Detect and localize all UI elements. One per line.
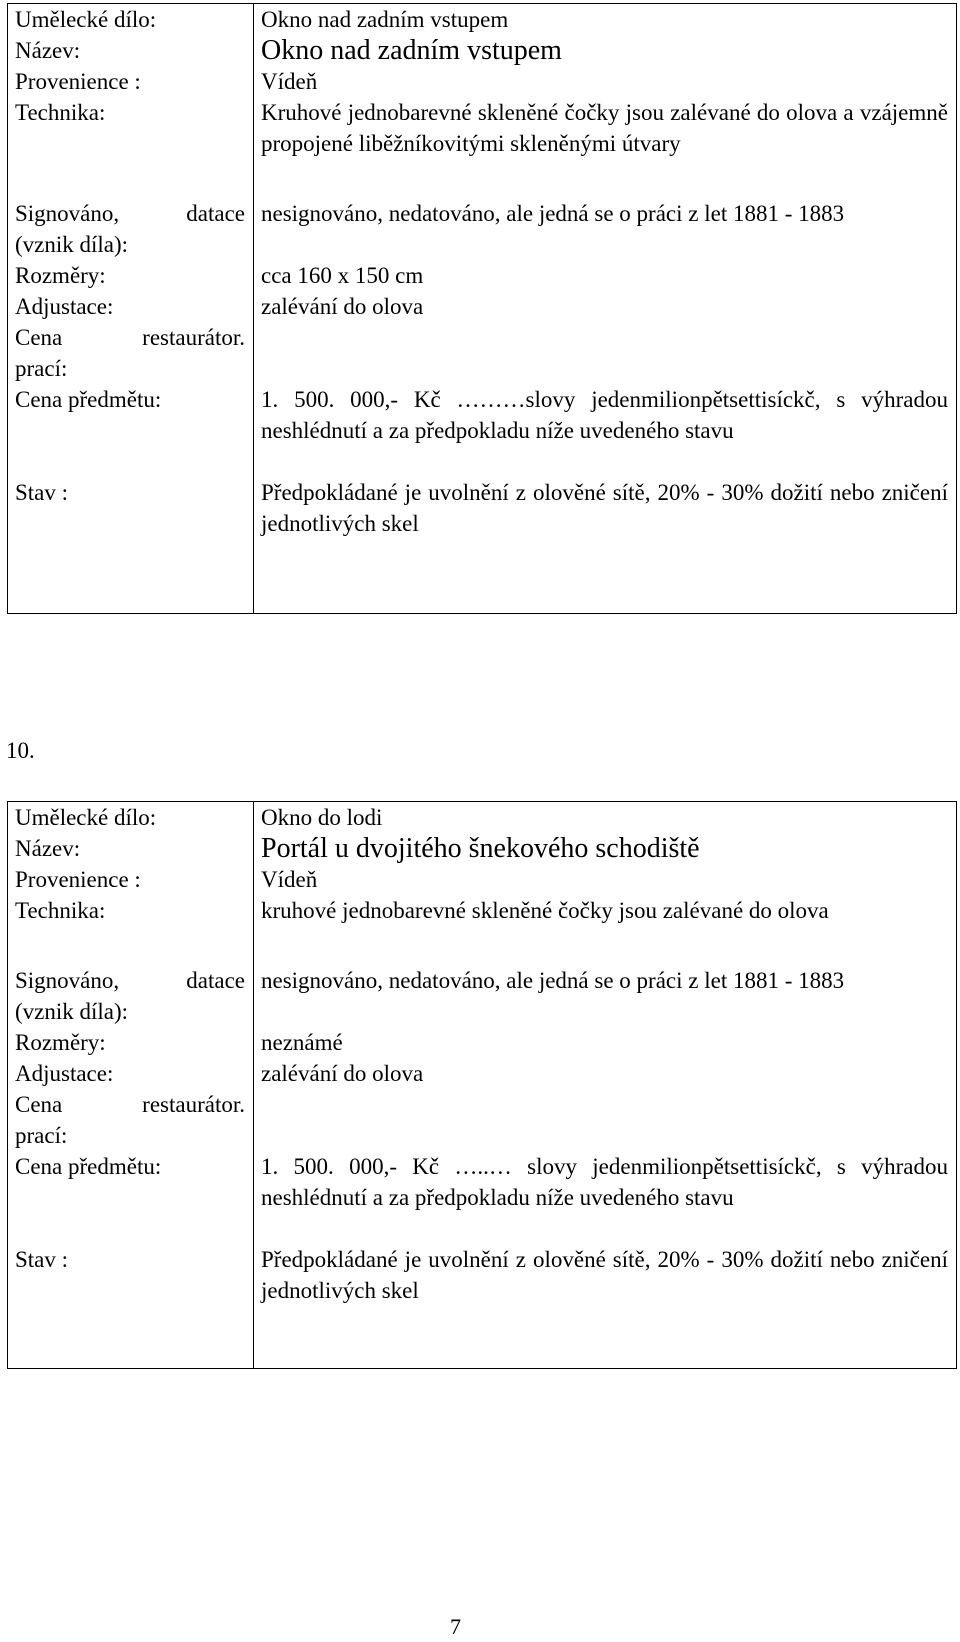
value-condition: Předpokládané je uvolnění z olověné sítě, 20% - 30% dožití nebo zničení jednotlivých skel bbox=[261, 1247, 948, 1303]
value-artwork: Okno nad zadním vstupem bbox=[261, 7, 509, 32]
label-technique: Technika: bbox=[15, 100, 106, 125]
label-technique: Technika: bbox=[15, 898, 106, 923]
value-artwork: Okno do lodi bbox=[261, 805, 383, 830]
value-technique: kruhové jednobarevné skleněné čočky jsou zalévané do olova bbox=[261, 898, 829, 923]
label-title: Název: bbox=[15, 836, 81, 861]
label-signed-2: (vznik díla): bbox=[15, 999, 129, 1024]
page-number: 7 bbox=[450, 1614, 461, 1639]
labels-column bbox=[8, 802, 254, 1369]
value-restoration bbox=[261, 322, 948, 384]
label-restoration-2: prací: bbox=[15, 1123, 68, 1148]
label-dimensions: Rozměry: bbox=[15, 1030, 106, 1055]
label-signed-2: (vznik díla): bbox=[15, 232, 129, 257]
value-mounting: zalévání do olova bbox=[261, 294, 424, 319]
artwork-card-2 bbox=[7, 801, 957, 1369]
value-technique: Kruhové jednobarevné skleněné čočky jsou zalévané do olova a vzájemně propojené liběžníkovitými skleněnými útvary bbox=[261, 100, 948, 156]
label-restoration: Cena restaurátor. bbox=[15, 325, 245, 350]
section-number: 10. bbox=[6, 738, 35, 763]
label-price: Cena předmětu: bbox=[15, 1154, 162, 1179]
value-condition: Předpokládané je uvolnění z olověné sítě, 20% - 30% dožití nebo zničení jednotlivých skel bbox=[261, 480, 948, 536]
label-mounting: Adjustace: bbox=[15, 1061, 114, 1086]
values-column bbox=[254, 802, 957, 1369]
label-price: Cena předmětu: bbox=[15, 387, 162, 412]
values-column bbox=[254, 4, 957, 614]
value-signed: nesignováno, nedatováno, ale jedná se o práci z let 1881 - 1883 bbox=[261, 968, 845, 993]
value-title: Portál u dvojitého šnekového schodiště bbox=[261, 833, 700, 864]
value-mounting: zalévání do olova bbox=[261, 1061, 424, 1086]
label-provenance: Provenience : bbox=[15, 69, 141, 94]
label-restoration-2: prací: bbox=[15, 356, 68, 381]
labels-column bbox=[8, 4, 254, 614]
label-restoration: Cena restaurátor. bbox=[15, 1092, 245, 1117]
value-restoration bbox=[261, 1089, 948, 1151]
label-mounting: Adjustace: bbox=[15, 294, 114, 319]
value-signed: nesignováno, nedatováno, ale jedná se o práci z let 1881 - 1883 bbox=[261, 201, 845, 226]
value-provenance: Vídeň bbox=[261, 69, 318, 94]
value-title: Okno nad zadním vstupem bbox=[261, 35, 562, 66]
value-dimensions: cca 160 x 150 cm bbox=[261, 263, 424, 288]
value-price: 1. 500. 000,- Kč …..… slovy jedenmilionpětsettisíckč, s výhradou neshlédnutí a za předpokladu níže uvedeného stavu bbox=[261, 1154, 948, 1210]
label-title: Název: bbox=[15, 38, 81, 63]
label-dimensions: Rozměry: bbox=[15, 263, 106, 288]
artwork-card-1 bbox=[7, 3, 957, 614]
value-price: 1. 500. 000,- Kč ………slovy jedenmilionpětsettisíckč, s výhradou neshlédnutí a za předpokladu níže uvedeného stavu bbox=[261, 387, 948, 443]
value-provenance: Vídeň bbox=[261, 867, 318, 892]
label-artwork: Umělecké dílo: bbox=[15, 805, 157, 830]
label-artwork: Umělecké dílo: bbox=[15, 7, 157, 32]
value-dimensions: neznámé bbox=[261, 1030, 343, 1055]
label-signed: Signováno, datace bbox=[15, 201, 245, 226]
label-condition: Stav : bbox=[15, 480, 69, 505]
label-condition: Stav : bbox=[15, 1247, 69, 1272]
label-signed: Signováno, datace bbox=[15, 968, 245, 993]
label-provenance: Provenience : bbox=[15, 867, 141, 892]
